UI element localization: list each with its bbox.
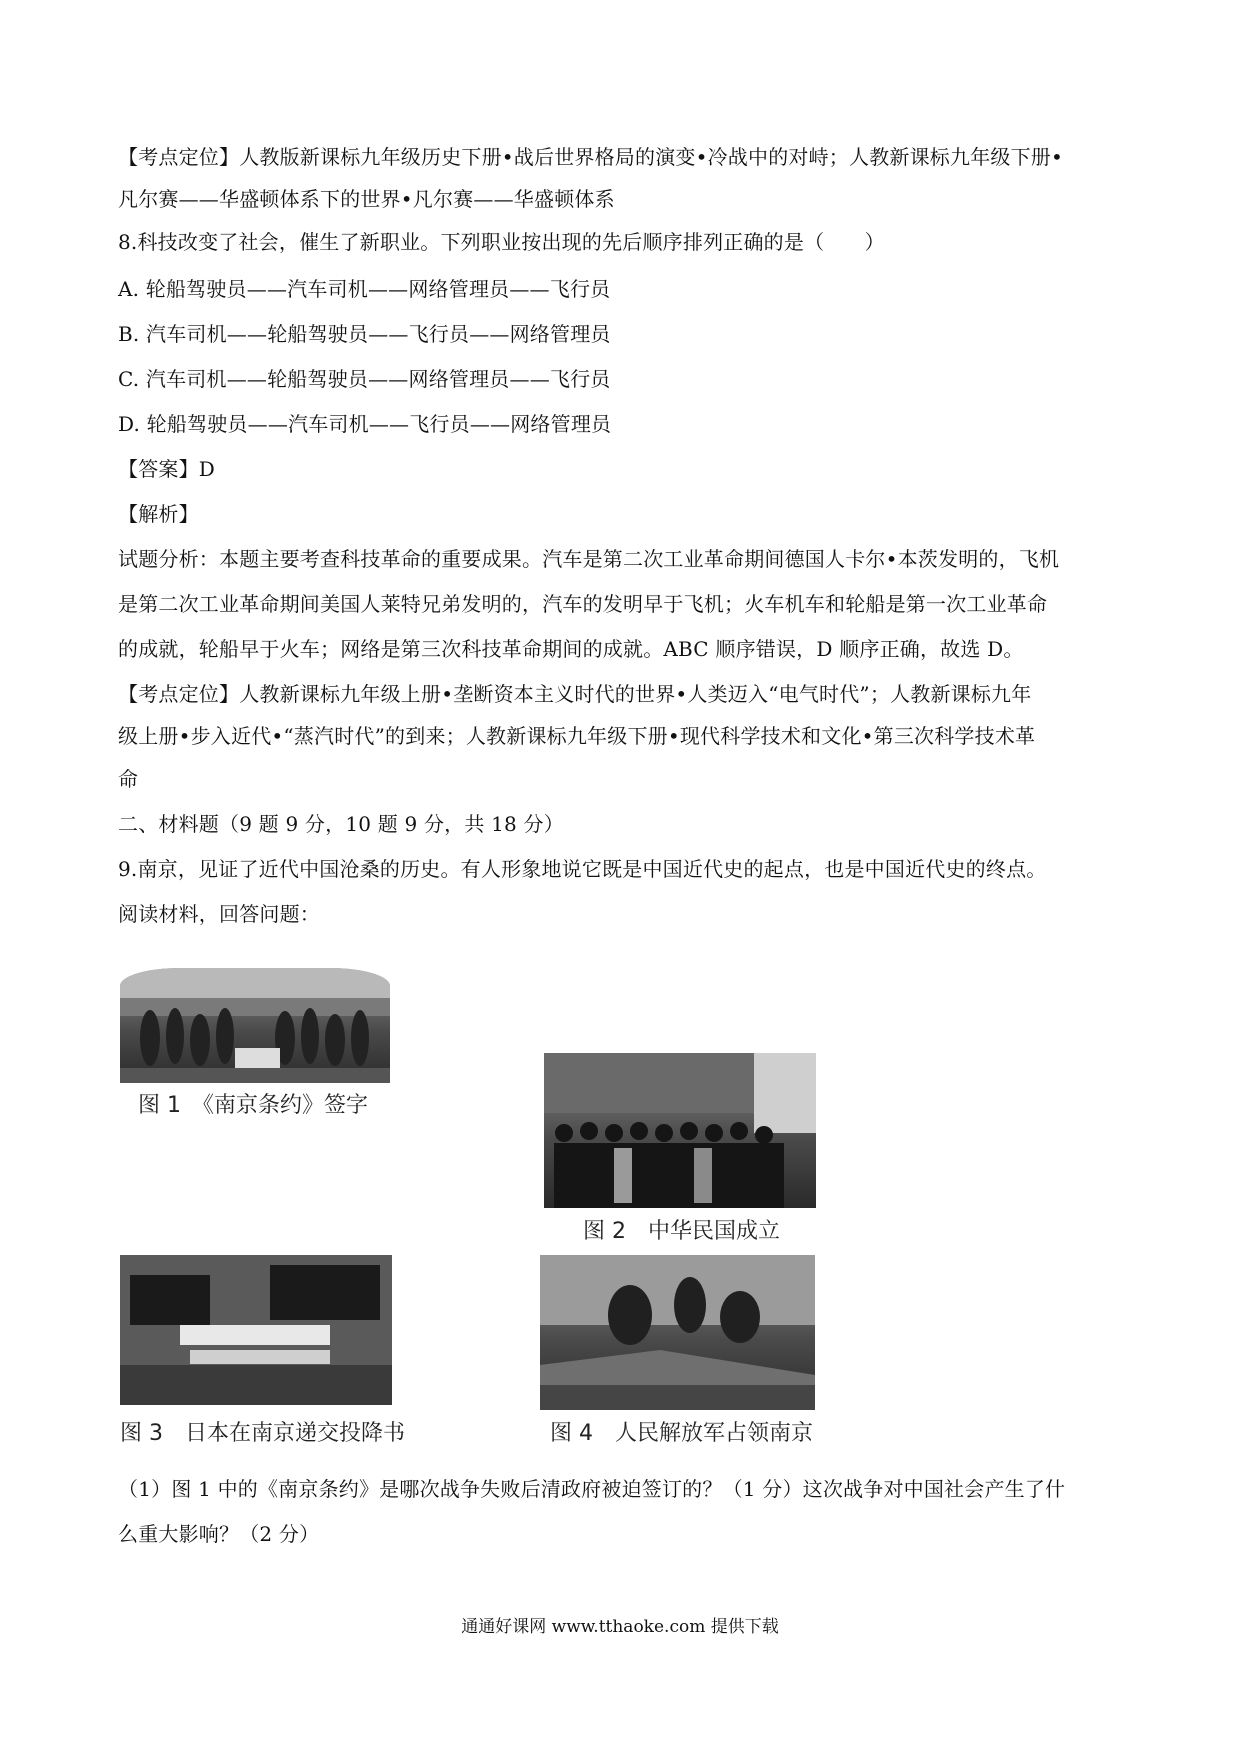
figure-1-photo [120,968,390,1083]
option-a: A. 轮船驾驶员——汽车司机——网络管理员——飞行员 [118,277,611,301]
figure-3-caption: 图 3 日本在南京递交投降书 [120,1421,405,1446]
figure-3-photo [120,1255,392,1405]
figure-2-photo [544,1053,816,1208]
option-d: D. 轮船驾驶员——汽车司机——飞行员——网络管理员 [118,412,612,436]
question-8-stem: 8.科技改变了社会，催生了新职业。下列职业按出现的先后顺序排列正确的是（ ） [118,230,885,254]
analysis-heading: 【解析】 [118,502,199,526]
knowledge-line-2: 级上册•步入近代•“蒸汽时代”的到来；人教新课标九年级下册•现代科学技术和文化•第三次科学技术革 [118,724,1036,748]
knowledge-line-1: 【考点定位】人教新课标九年级上册•垄断资本主义时代的世界•人类迈入“电气时代”；人教新课标九年 [118,682,1032,706]
sub-question-1-line-2: 么重大影响？（2 分） [118,1522,320,1546]
analysis-line-3: 的成就，轮船早于火车；网络是第三次科技革命期间的成就。ABC 顺序错误，D 顺序正确，故选 D。 [118,637,1024,661]
section-heading: 二、材料题（9 题 9 分，10 题 9 分，共 18 分） [118,812,564,836]
option-b: B. 汽车司机——轮船驾驶员——飞行员——网络管理员 [118,322,611,346]
analysis-line-2: 是第二次工业革命期间美国人莱特兄弟发明的，汽车的发明早于飞机；火车机车和轮船是第一次工业革命 [118,592,1048,616]
option-c: C. 汽车司机——轮船驾驶员——网络管理员——飞行员 [118,367,611,391]
figure-1-caption: 图 1 《南京条约》签字 [138,1093,368,1118]
sub-question-1-line-1: （1）图 1 中的《南京条约》是哪次战争失败后清政府被迫签订的？（1 分）这次战争对中国社会产生了什 [118,1477,1066,1501]
text-line-1: 【考点定位】人教版新课标九年级历史下册•战后世界格局的演变•冷战中的对峙；人教新课标九年级下册• [118,145,1063,169]
page-footer: 通通好课网 www.tthaoke.com 提供下载 [461,1617,779,1637]
question-9-instruction: 阅读材料，回答问题： [118,902,320,926]
analysis-line-1: 试题分析：本题主要考查科技革命的重要成果。汽车是第二次工业革命期间德国人卡尔•本茨发明的，飞机 [118,547,1060,571]
text-line-2: 凡尔赛——华盛顿体系下的世界•凡尔赛——华盛顿体系 [118,187,615,211]
figure-2-caption: 图 2 中华民国成立 [583,1219,780,1244]
question-9-stem: 9.南京，见证了近代中国沧桑的历史。有人形象地说它既是中国近代史的起点，也是中国近代史的终点。 [118,857,1047,881]
figure-4-caption: 图 4 人民解放军占领南京 [550,1421,813,1446]
figure-4-photo [540,1255,815,1410]
knowledge-line-3: 命 [118,767,139,791]
answer-line: 【答案】D [118,457,216,481]
